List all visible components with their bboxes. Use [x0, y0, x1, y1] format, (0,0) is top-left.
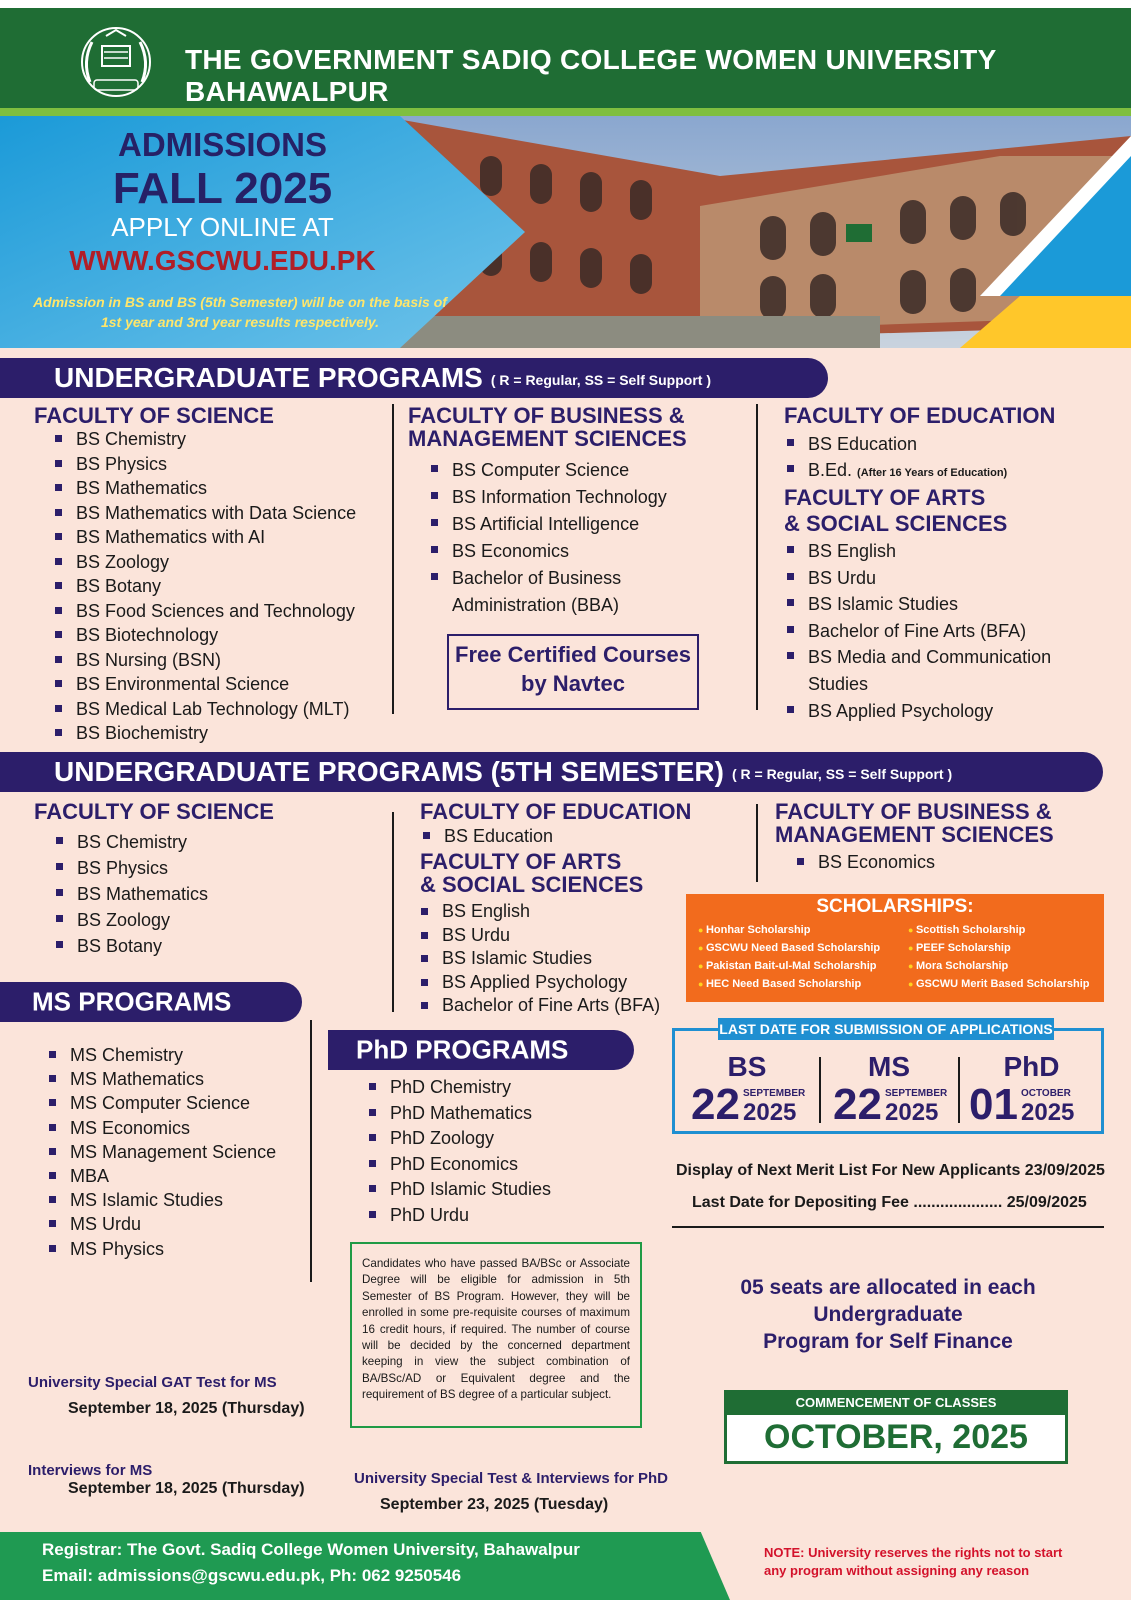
- list-item: BS English: [418, 900, 660, 924]
- list-item: BS Urdu: [418, 924, 660, 948]
- phd-section-bar: [328, 1030, 634, 1070]
- list-item: BS Nursing (BSN): [52, 648, 356, 673]
- phd-test-label: University Special Test & Interviews for PhD: [354, 1470, 668, 1487]
- deadline-ms-label: MS: [868, 1051, 910, 1082]
- fifth-education-list: [420, 824, 553, 848]
- list-item: BS Applied Psychology: [784, 698, 1051, 725]
- phd-title: PhD PROGRAMS: [356, 1034, 569, 1065]
- navtec-line-1: Free Certified Courses: [455, 642, 691, 667]
- scholarship-item: ● Scottish Scholarship: [908, 924, 1025, 936]
- list-item: MS Mathematics: [46, 1067, 276, 1091]
- scholarship-item: ● Pakistan Bait-ul-Mal Scholarship: [698, 960, 876, 972]
- ms-list: [46, 1043, 276, 1261]
- list-item: BS Botany: [53, 933, 208, 959]
- scholarship-item: ● HEC Need Based Scholarship: [698, 978, 861, 990]
- deadline-bs-year: 2025: [743, 1099, 797, 1126]
- deadline-phd-day: 01: [969, 1080, 1018, 1129]
- fifth-arts-list: [418, 900, 660, 1018]
- list-item: MS Physics: [46, 1237, 276, 1261]
- deadline-ms-year: 2025: [885, 1099, 939, 1126]
- scholarship-item: ● PEEF Scholarship: [908, 942, 1011, 954]
- list-item: BS Economics: [428, 538, 667, 565]
- hero-note: Admission in BS and BS (5th Semester) will be on the basis of 1st year and 3rd year results respectively.: [33, 294, 447, 330]
- self-finance-seats: [664, 1274, 1112, 1355]
- ug-arts-heading-1: FACULTY OF ARTS: [784, 485, 986, 510]
- ug-science-heading: FACULTY OF SCIENCE: [34, 403, 274, 428]
- list-item: BS English: [784, 538, 1051, 565]
- navtec-line-2: by Navtec: [521, 671, 625, 696]
- undergrad-subtitle: ( R = Regular, SS = Self Support ): [490, 371, 711, 388]
- column-divider: [310, 1020, 312, 1282]
- fifth-arts-heading-1: FACULTY OF ARTS: [420, 849, 622, 874]
- merit-list-date: Display of Next Merit List For New Applicants 23/09/2025: [676, 1162, 1105, 1179]
- list-item: BS Biochemistry: [52, 721, 356, 746]
- list-item: Administration (BBA): [452, 595, 620, 615]
- list-item: PhD Economics: [366, 1152, 551, 1178]
- ms-interview-label: Interviews for MS: [28, 1462, 153, 1479]
- ug-business-heading-2: MANAGEMENT SCIENCES: [408, 426, 687, 451]
- hero-website-link[interactable]: WWW.GSCWU.EDU.PK: [69, 245, 376, 276]
- phd-test-date: September 23, 2025 (Tuesday): [380, 1496, 609, 1513]
- note-line-2: any program without assigning any reason: [764, 1563, 1030, 1578]
- list-item: BS Education: [784, 431, 1007, 457]
- list-item: BS Environmental Science: [52, 672, 356, 697]
- university-title: THE GOVERNMENT SADIQ COLLEGE WOMEN UNIVERSITY BAHAWALPUR: [185, 44, 997, 107]
- list-item: BS Mathematics with Data Science: [52, 501, 356, 526]
- university-logo-icon: [76, 22, 156, 100]
- note-label: NOTE:: [764, 1545, 805, 1560]
- list-item: BS Chemistry: [52, 427, 356, 452]
- header-strip: [0, 108, 1131, 116]
- list-item: BS Economics: [794, 850, 935, 874]
- eligibility-note: Candidates who have passed BA/BSc or Associate Degree will be eligible for admission in 5th Semester of BS Program. However, they will be enrolled in some pre-requisite courses of maximum 16 credit hours, if required. The number of course will be decided by the concerned department keeping in view the subject combination of BA/BSc/AD or Equivalent degree and the requirement of BS degree of a particular subject.: [350, 1242, 642, 1428]
- deadline-phd-label: PhD: [1003, 1051, 1060, 1082]
- list-item: BS Zoology: [52, 550, 356, 575]
- fifth-semester-section-bar: [0, 752, 1103, 792]
- phd-list: [366, 1075, 551, 1229]
- list-item: BS Botany: [52, 574, 356, 599]
- list-item: BS Information Technology: [428, 484, 667, 511]
- list-item: BS Biotechnology: [52, 623, 356, 648]
- list-item: MS Management Science: [46, 1140, 276, 1164]
- list-item: MS Computer Science: [46, 1091, 276, 1115]
- deadline-phd-year: 2025: [1021, 1099, 1075, 1126]
- list-item: Bachelor of Fine Arts (BFA): [418, 994, 660, 1018]
- undergrad-section-bar: [0, 358, 828, 398]
- list-item: PhD Zoology: [366, 1126, 551, 1152]
- seats-line-1: 05 seats are allocated in each Undergraduate: [740, 1276, 1036, 1326]
- list-item: BS Urdu: [784, 565, 1051, 592]
- ug-business-heading-1: FACULTY OF BUSINESS &: [408, 403, 685, 428]
- column-divider: [392, 812, 394, 1012]
- list-item: BS Physics: [52, 452, 356, 477]
- ug-science-list: [52, 427, 356, 746]
- footer-contact[interactable]: Email: admissions@gscwu.edu.pk, Ph: 062 9250546: [42, 1566, 462, 1585]
- list-item: BS Islamic Studies: [418, 947, 660, 971]
- list-item: BS Mathematics: [53, 881, 208, 907]
- fifth-arts-heading-2: & SOCIAL SCIENCES: [420, 872, 644, 897]
- fifth-title: UNDERGRADUATE PROGRAMS (5TH SEMESTER): [54, 756, 724, 787]
- list-item: BS Food Sciences and Technology: [52, 599, 356, 624]
- deadline-bs-month: SEPTEMBER: [743, 1088, 806, 1099]
- list-item: MS Islamic Studies: [46, 1188, 276, 1212]
- hero-apply-online: APPLY ONLINE AT: [111, 212, 334, 242]
- ms-interview-date: September 18, 2025 (Thursday): [68, 1480, 305, 1497]
- ug-business-list: [428, 457, 667, 619]
- deadline-phd-month: OCTOBER: [1021, 1088, 1071, 1099]
- list-item: BS Applied Psychology: [418, 971, 660, 995]
- list-item: MS Economics: [46, 1116, 276, 1140]
- ug-arts-list: [784, 538, 1051, 724]
- list-item: MS Chemistry: [46, 1043, 276, 1067]
- seats-line-2: Program for Self Finance: [763, 1330, 1013, 1353]
- list-item: BS Mathematics with AI: [52, 525, 356, 550]
- deadline-bs-label: BS: [727, 1051, 767, 1082]
- fifth-business-heading-1: FACULTY OF BUSINESS &: [775, 799, 1052, 824]
- ug-arts-heading-2: & SOCIAL SCIENCES: [784, 511, 1008, 536]
- navtec-box: [447, 634, 699, 710]
- list-item: BS Chemistry: [53, 829, 208, 855]
- column-divider: [756, 804, 758, 882]
- deadline-ms-day: 22: [833, 1080, 882, 1129]
- commencement-box: [724, 1390, 1068, 1464]
- hero-fall-2025: FALL 2025: [112, 164, 333, 213]
- list-item: [784, 457, 1007, 486]
- ms-title: MS PROGRAMS: [32, 986, 232, 1017]
- fifth-business-list: [794, 850, 935, 874]
- list-item: Studies: [808, 673, 869, 694]
- scholarships-box: [686, 894, 1104, 1002]
- deadlines-box: [672, 1028, 1104, 1134]
- list-item: BS Computer Science: [428, 457, 667, 484]
- column-divider: [392, 404, 394, 714]
- fifth-science-heading: FACULTY OF SCIENCE: [34, 799, 274, 824]
- header-top-border: [0, 0, 1131, 8]
- gat-test-label: University Special GAT Test for MS: [28, 1374, 277, 1391]
- footer-note: [764, 1544, 1114, 1580]
- list-item: BS Education: [420, 824, 553, 848]
- fifth-science-list: [53, 829, 208, 959]
- list-item: BS Zoology: [53, 907, 208, 933]
- fifth-business-heading-2: MANAGEMENT SCIENCES: [775, 822, 1054, 847]
- ug-education-heading: FACULTY OF EDUCATION: [784, 403, 1056, 428]
- deadline-bs-day: 22: [691, 1080, 740, 1129]
- undergrad-title: UNDERGRADUATE PROGRAMS: [54, 362, 483, 393]
- deadline-ms-month: SEPTEMBER: [885, 1088, 948, 1099]
- list-item: PhD Islamic Studies: [366, 1177, 551, 1203]
- fee-deposit-date: Last Date for Depositing Fee .................... 25/09/2025: [692, 1194, 1087, 1211]
- scholarships-title: SCHOLARSHIPS:: [816, 896, 974, 917]
- fifth-subtitle: ( R = Regular, SS = Self Support ): [731, 765, 953, 782]
- list-item: BS Artificial Intelligence: [428, 511, 667, 538]
- list-item: BS Media and Communication: [784, 644, 1051, 671]
- list-item: MS Urdu: [46, 1212, 276, 1236]
- list-item: PhD Mathematics: [366, 1101, 551, 1127]
- bed-label: B.Ed.: [808, 460, 853, 480]
- ug-education-list: [784, 431, 1007, 486]
- gat-test-date: September 18, 2025 (Thursday): [68, 1400, 305, 1417]
- merit-divider: [672, 1226, 1104, 1228]
- deadlines-title: LAST DATE FOR SUBMISSION OF APPLICATIONS: [718, 1018, 1054, 1040]
- scholarship-item: ● GSCWU Need Based Scholarship: [698, 942, 880, 954]
- list-item: BS Mathematics: [52, 476, 356, 501]
- scholarship-item: ● Honhar Scholarship: [698, 924, 810, 936]
- bed-note: (After 16 Years of Education): [857, 467, 1008, 479]
- list-item: PhD Chemistry: [366, 1075, 551, 1101]
- list-item: MBA: [46, 1164, 276, 1188]
- note-line-1: University reserves the rights not to start: [808, 1545, 1063, 1560]
- commencement-date: OCTOBER, 2025: [764, 1418, 1028, 1456]
- footer-registrar: Registrar: The Govt. Sadiq College Women University, Bahawalpur: [42, 1540, 580, 1559]
- list-item: Bachelor of Business: [428, 565, 667, 592]
- list-item: BS Medical Lab Technology (MLT): [52, 697, 356, 722]
- column-divider: [756, 404, 758, 710]
- scholarship-item: ● Mora Scholarship: [908, 960, 1008, 972]
- scholarship-item: ● GSCWU Merit Based Scholarship: [908, 978, 1090, 990]
- list-item: Bachelor of Fine Arts (BFA): [784, 618, 1051, 645]
- list-item: PhD Urdu: [366, 1203, 551, 1229]
- commencement-title: COMMENCEMENT OF CLASSES: [727, 1393, 1065, 1415]
- list-item: BS Islamic Studies: [784, 591, 1051, 618]
- list-item: BS Physics: [53, 855, 208, 881]
- ms-section-bar: [0, 982, 302, 1022]
- hero-admissions: ADMISSIONS: [117, 126, 328, 163]
- fifth-education-heading: FACULTY OF EDUCATION: [420, 799, 692, 824]
